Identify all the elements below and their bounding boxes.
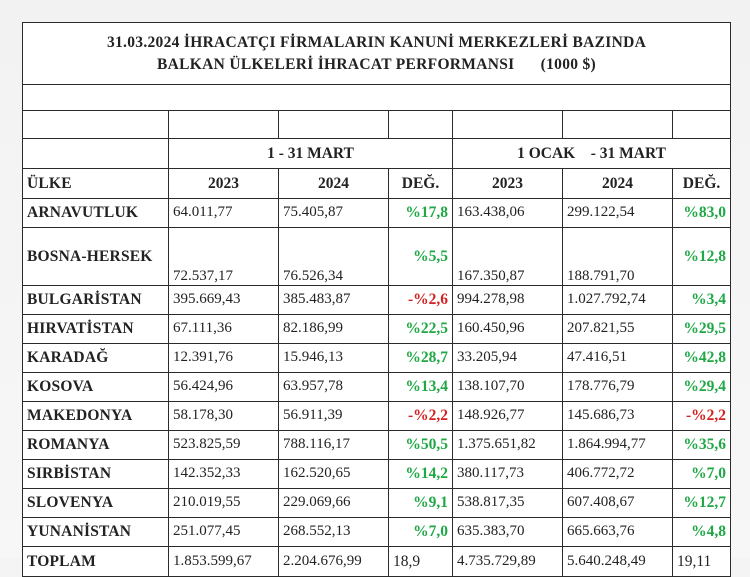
cumulative-2024-cell: 1.027.792,74 — [563, 286, 673, 315]
title-line-1: 31.03.2024 İHRACATÇI FİRMALARIN KANUNİ MERKEZLERİ BAZINDA — [106, 33, 647, 51]
cumulative-change-cell: %12,7 — [673, 489, 731, 518]
table-title-row — [23, 23, 731, 85]
country-cell: ARNAVUTLUK — [23, 199, 169, 228]
march-2023-header: 2023 — [169, 169, 279, 199]
cumulative-2023-cell: 33.205,94 — [453, 344, 563, 373]
blank-cell — [389, 111, 453, 139]
total-march-2023: 1.853.599,67 — [169, 547, 279, 577]
table-row — [23, 518, 731, 547]
blank-cell — [23, 111, 169, 139]
table-row — [23, 431, 731, 460]
cumulative-2024-cell: 178.776,79 — [563, 373, 673, 402]
total-march-change: 18,9 — [389, 547, 453, 577]
blank-cell — [673, 111, 731, 139]
march-change-cell: %14,2 — [389, 460, 453, 489]
table-row — [23, 199, 731, 228]
cumulative-2024-cell: 207.821,55 — [563, 315, 673, 344]
cumulative-change-cell: %7,0 — [673, 460, 731, 489]
cumulative-2023-cell: 167.350,87 — [453, 228, 563, 286]
cumulative-2024-cell: 607.408,67 — [563, 489, 673, 518]
table-row — [23, 286, 731, 315]
march-2023-cell: 67.111,36 — [169, 315, 279, 344]
cumulative-change-cell: %42,8 — [673, 344, 731, 373]
column-header-row — [23, 169, 731, 199]
cumulative-change-cell: %3,4 — [673, 286, 731, 315]
cumulative-change-header: DEĞ. — [673, 169, 731, 199]
cumulative-2023-cell: 635.383,70 — [453, 518, 563, 547]
march-2024-cell: 268.552,13 — [279, 518, 389, 547]
title-line-2 — [27, 56, 726, 74]
table-row — [23, 489, 731, 518]
march-2023-cell: 142.352,33 — [169, 460, 279, 489]
march-2024-cell: 788.116,17 — [279, 431, 389, 460]
title-line-2-text: BALKAN ÜLKELERİ İHRACAT PERFORMANSI — [157, 55, 515, 73]
march-2023-cell: 395.669,43 — [169, 286, 279, 315]
cumulative-change-cell: %29,5 — [673, 315, 731, 344]
march-2024-cell: 15.946,13 — [279, 344, 389, 373]
march-change-cell: -%2,6 — [389, 286, 453, 315]
march-2023-cell: 12.391,76 — [169, 344, 279, 373]
country-cell: MAKEDONYA — [23, 402, 169, 431]
march-change-cell: %22,5 — [389, 315, 453, 344]
total-march-2024: 2.204.676,99 — [279, 547, 389, 577]
march-2024-cell: 385.483,87 — [279, 286, 389, 315]
table-row — [23, 315, 731, 344]
march-2024-header: 2024 — [279, 169, 389, 199]
cumulative-2024-header: 2024 — [563, 169, 673, 199]
country-cell: BULGARİSTAN — [23, 286, 169, 315]
period-1-header: 1 - 31 MART — [169, 139, 453, 169]
march-2024-cell: 75.405,87 — [279, 199, 389, 228]
blank-cell — [279, 111, 389, 139]
export-performance-table — [22, 22, 731, 577]
march-2023-cell: 56.424,96 — [169, 373, 279, 402]
cumulative-2023-cell: 380.117,73 — [453, 460, 563, 489]
march-2024-cell: 229.069,66 — [279, 489, 389, 518]
cumulative-2023-cell: 160.450,96 — [453, 315, 563, 344]
cumulative-2024-cell: 145.686,73 — [563, 402, 673, 431]
cumulative-2023-cell: 538.817,35 — [453, 489, 563, 518]
march-2024-cell: 82.186,99 — [279, 315, 389, 344]
march-change-cell: %9,1 — [389, 489, 453, 518]
cumulative-2023-cell: 1.375.651,82 — [453, 431, 563, 460]
country-cell: SLOVENYA — [23, 489, 169, 518]
country-cell: BOSNA-HERSEK — [23, 228, 169, 286]
blank-row — [23, 111, 731, 139]
march-change-header: DEĞ. — [389, 169, 453, 199]
table-row — [23, 460, 731, 489]
blank-cell — [453, 111, 563, 139]
march-2023-cell: 210.019,55 — [169, 489, 279, 518]
country-cell: KARADAĞ — [23, 344, 169, 373]
march-change-cell: %5,5 — [389, 228, 453, 286]
march-2023-cell: 72.537,17 — [169, 228, 279, 286]
country-cell: ROMANYA — [23, 431, 169, 460]
total-label: TOPLAM — [23, 547, 169, 577]
blank-cell — [23, 139, 169, 169]
table-row — [23, 373, 731, 402]
total-row — [23, 547, 731, 577]
country-cell: SIRBİSTAN — [23, 460, 169, 489]
cumulative-2023-cell: 163.438,06 — [453, 199, 563, 228]
table-row — [23, 402, 731, 431]
cumulative-2023-header: 2023 — [453, 169, 563, 199]
cumulative-change-cell: -%2,2 — [673, 402, 731, 431]
march-2024-cell: 56.911,39 — [279, 402, 389, 431]
cumulative-change-cell: %12,8 — [673, 228, 731, 286]
march-2023-cell: 58.178,30 — [169, 402, 279, 431]
period-header-row — [23, 139, 731, 169]
table-row — [23, 228, 731, 286]
country-cell: HIRVATİSTAN — [23, 315, 169, 344]
march-change-cell: %17,8 — [389, 199, 453, 228]
march-change-cell: %50,5 — [389, 431, 453, 460]
cumulative-2023-cell: 994.278,98 — [453, 286, 563, 315]
blank-cell — [169, 111, 279, 139]
spacer-cell — [23, 85, 731, 111]
cumulative-2023-cell: 148.926,77 — [453, 402, 563, 431]
cumulative-2024-cell: 188.791,70 — [563, 228, 673, 286]
march-2023-cell: 523.825,59 — [169, 431, 279, 460]
march-2023-cell: 251.077,45 — [169, 518, 279, 547]
cumulative-2024-cell: 47.416,51 — [563, 344, 673, 373]
total-cumulative-2023: 4.735.729,89 — [453, 547, 563, 577]
march-change-cell: %28,7 — [389, 344, 453, 373]
cumulative-2024-cell: 406.772,72 — [563, 460, 673, 489]
cumulative-2024-cell: 665.663,76 — [563, 518, 673, 547]
total-cumulative-2024: 5.640.248,49 — [563, 547, 673, 577]
table-title — [23, 23, 731, 85]
cumulative-2024-cell: 1.864.994,77 — [563, 431, 673, 460]
cumulative-2023-cell: 138.107,70 — [453, 373, 563, 402]
cumulative-change-cell: %29,4 — [673, 373, 731, 402]
period-2-header: 1 OCAK - 31 MART — [453, 139, 731, 169]
march-change-cell: -%2,2 — [389, 402, 453, 431]
title-unit: (1000 $) — [540, 55, 597, 73]
cumulative-change-cell: %4,8 — [673, 518, 731, 547]
cumulative-2024-cell: 299.122,54 — [563, 199, 673, 228]
country-cell: KOSOVA — [23, 373, 169, 402]
march-2024-cell: 162.520,65 — [279, 460, 389, 489]
spacer-row — [23, 85, 731, 111]
table-row — [23, 344, 731, 373]
country-cell: YUNANİSTAN — [23, 518, 169, 547]
total-cumulative-change: 19,11 — [673, 547, 731, 577]
march-change-cell: %13,4 — [389, 373, 453, 402]
march-2024-cell: 63.957,78 — [279, 373, 389, 402]
country-header: ÜLKE — [23, 169, 169, 199]
march-2023-cell: 64.011,77 — [169, 199, 279, 228]
march-change-cell: %7,0 — [389, 518, 453, 547]
blank-cell — [563, 111, 673, 139]
march-2024-cell: 76.526,34 — [279, 228, 389, 286]
cumulative-change-cell: %35,6 — [673, 431, 731, 460]
cumulative-change-cell: %83,0 — [673, 199, 731, 228]
